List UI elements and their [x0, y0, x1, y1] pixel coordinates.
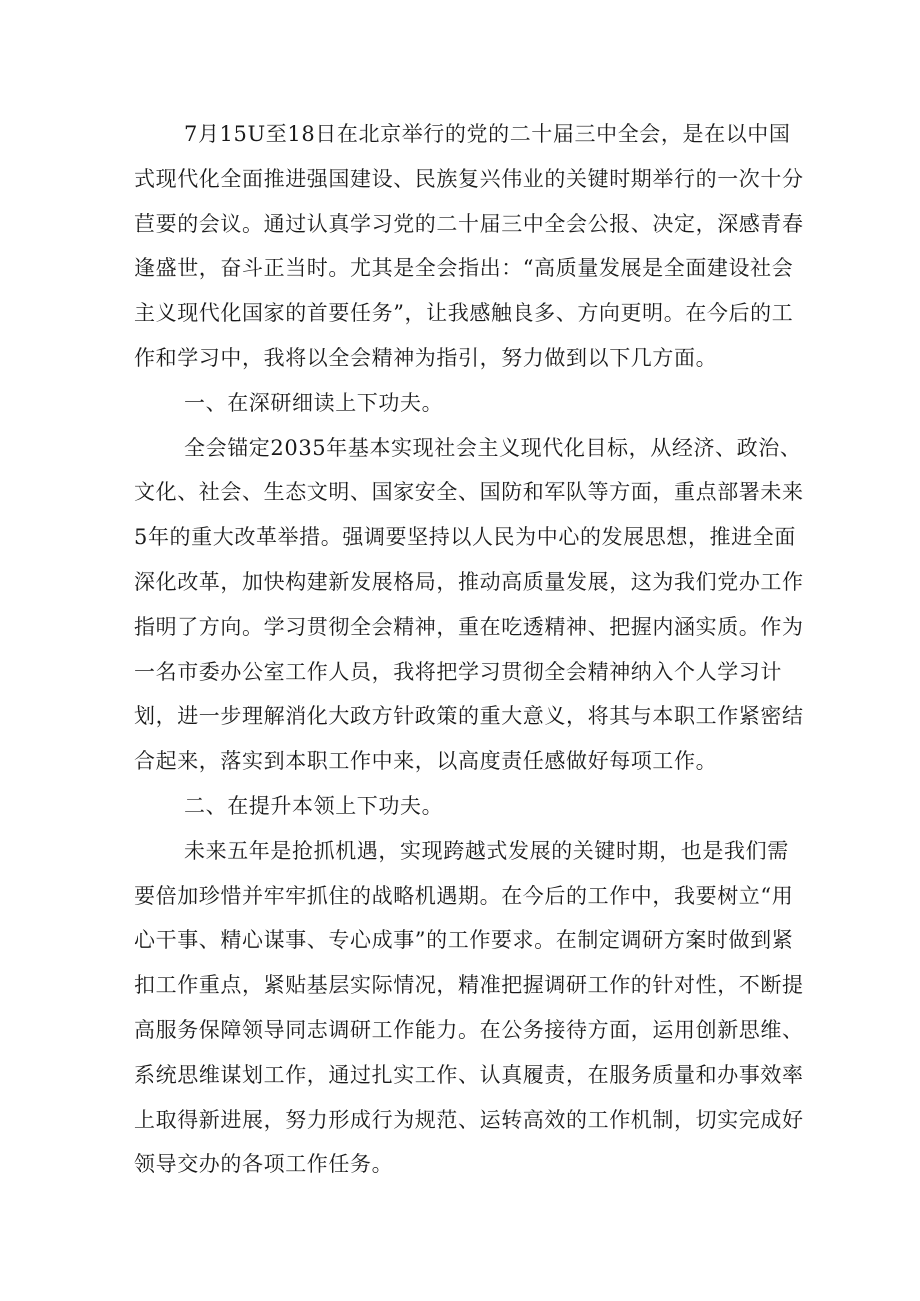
paragraph-section-1: 全会锚定2035年基本实现社会主义现代化目标，从经济、政治、文化、社会、生态文明、国家安全、国防和军队等方面，重点部署未来5年的重大改革举措。强调要坚持以人民为中心的发展思想，推进全面深化改革，加快构建新发展格局，推动高质量发展，这为我们党办工作指明了方向。学习贯彻全会精神，重在吃透精神、把握内涵实质。作为一名市委办公室工作人员，我将把学习贯彻全会精神纳入个人学习计划，进一步理解消化大政方针政策的重大意义，将其与本职工作紧密结合起来，落实到本职工作中来，以高度责任感做好每项工作。: [134, 435, 804, 774]
document-body: [134, 112, 810, 1187]
section-heading-2: 二、在提升本领上下功夫。: [184, 793, 444, 818]
section-heading-1: 一、在深研细读上下功夫。: [184, 390, 444, 415]
paragraph-intro: 7月15U至18日在北京举行的党的二十届三中全会，是在以中国式现代化全面推进强国建设、民族复兴伟业的关键时期举行的一次十分苣要的会议。通过认真学习党的二十届三中全会公报、决定，深感青春逢盛世，奋斗正当时。尤其是全会指出：“高质量发展是全面建设社会主义现代化国家的首要任务”，让我感触良多、方向更明。在今后的工作和学习中，我将以全会精神为指引，努力做到以下几方面。: [134, 122, 804, 370]
paragraph-section-2: 未来五年是抢抓机遇，实现跨越式发展的关键时期，也是我们需要倍加珍惜并牢牢抓住的战略机遇期。在今后的工作中，我要树立“用心干事、精心谋事、专心成事”的工作要求。在制定调研方案时做到紧扣工作重点，紧贴基层实际情况，精准把握调研工作的针对性，不断提高服务保障领导同志调研工作能力。在公务接待方面，运用创新思维、系统思维谋划工作，通过扎实工作、认真履责，在服务质量和办事效率上取得新进展，努力形成行为规范、运转高效的工作机制，切实完成好领导交办的各项工作任务。: [134, 838, 804, 1177]
